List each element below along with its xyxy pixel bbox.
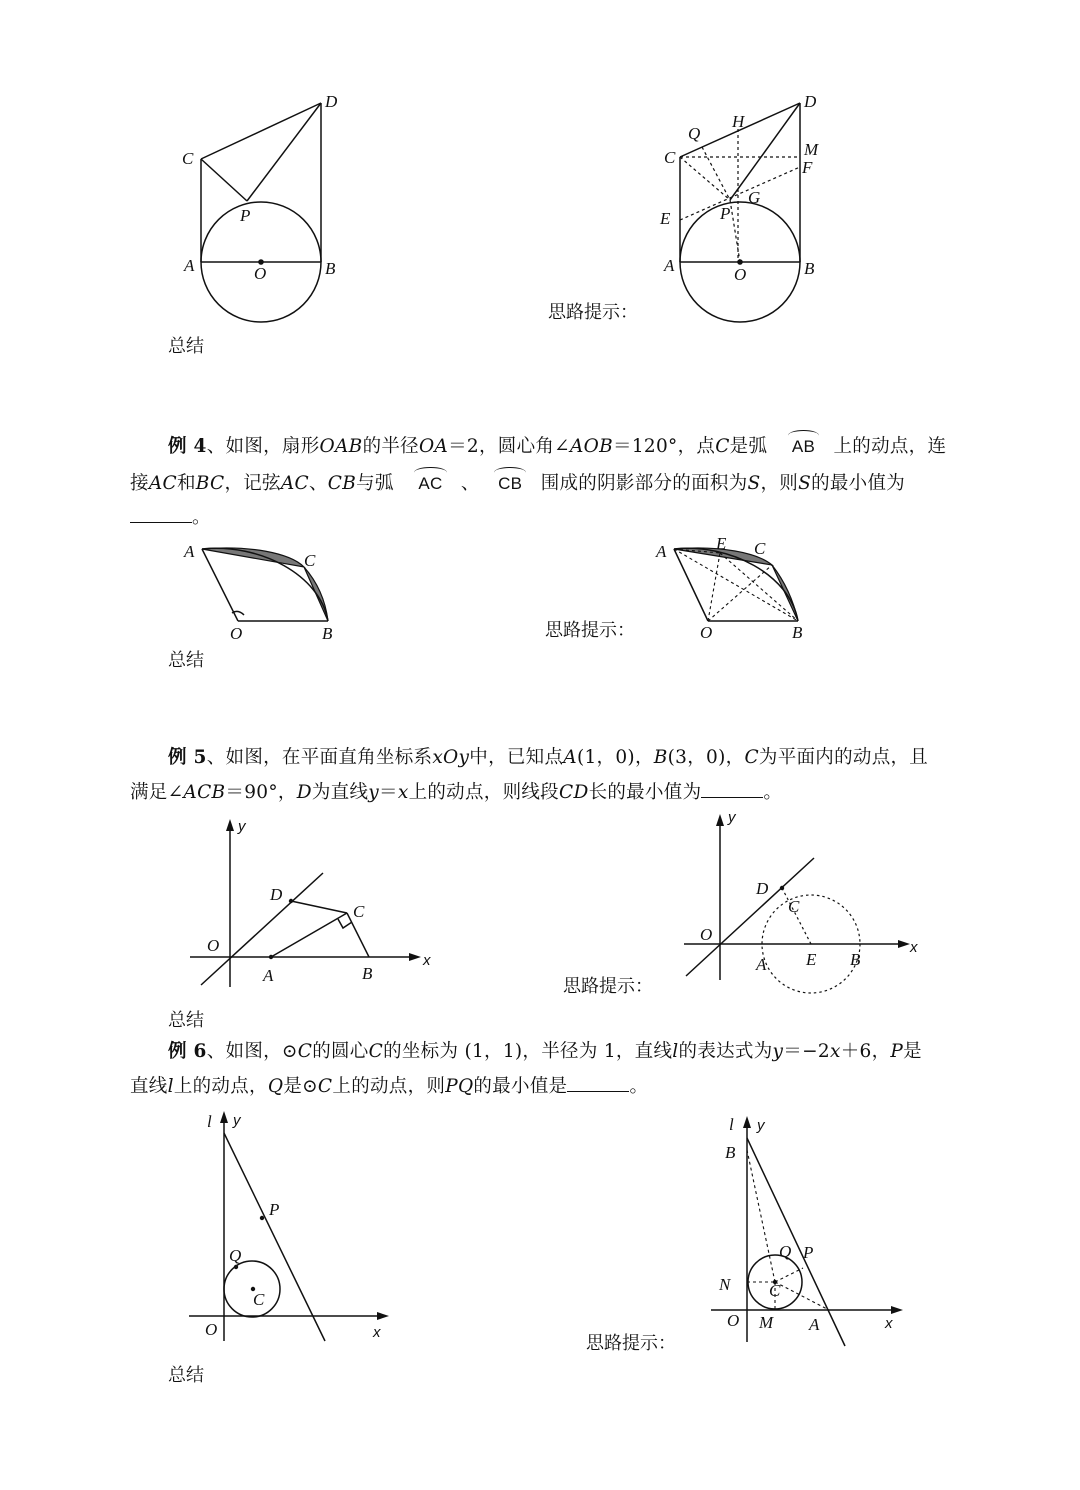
- hint-label-6: 思路提示：: [586, 1333, 676, 1354]
- axis-y: y: [238, 818, 246, 835]
- ex4-var: S: [747, 473, 761, 494]
- ex6-text: 的表达式为: [678, 1041, 773, 1062]
- label-D: D: [325, 92, 338, 111]
- label-G: G: [748, 188, 761, 207]
- label-A: A: [656, 542, 667, 561]
- ex5-var: A: [563, 747, 577, 768]
- ex4-text: 、: [460, 473, 480, 494]
- ex6-text: 是: [903, 1041, 922, 1062]
- label-Q: Q: [688, 124, 701, 143]
- ex4-text: 、如图，扇形: [206, 436, 320, 457]
- ex6-text: 直线: [130, 1076, 168, 1097]
- label-D: D: [804, 92, 817, 111]
- label-F: F: [802, 158, 813, 177]
- label-C: C: [769, 1281, 781, 1300]
- ex5-text: 中，已知点: [469, 747, 564, 768]
- ex6-text: 的最小值是: [473, 1076, 568, 1097]
- ex6-text: 是⊙: [283, 1076, 318, 1097]
- ex4-var: C: [715, 436, 730, 457]
- ex6-var: C: [368, 1041, 384, 1062]
- arc-AC: AC: [412, 475, 448, 492]
- label-H: H: [732, 112, 745, 131]
- label-l: l: [729, 1115, 734, 1134]
- label-O: O: [700, 623, 713, 642]
- ex6-var: P: [890, 1041, 904, 1062]
- ex4-text: 接: [130, 473, 149, 494]
- ex4-text: 上的动点，连: [833, 436, 947, 457]
- ex6-text: 的圆心: [312, 1041, 369, 1062]
- ex5-var: B: [653, 747, 668, 768]
- ex6-text: 、如图，⊙: [206, 1041, 298, 1062]
- figure-5-right: [680, 810, 930, 1000]
- ex4-text: 围成的阴影部分的面积为: [540, 473, 748, 494]
- label-P: P: [720, 204, 731, 223]
- label-O: O: [207, 936, 220, 955]
- ex5-text: (1，0)，: [576, 747, 654, 768]
- axis-y: y: [728, 809, 736, 826]
- label-C: C: [182, 149, 194, 168]
- ex5-title: 例 5: [168, 747, 207, 768]
- summary-label-3: 总结: [168, 336, 204, 357]
- ex4-text: 的最小值为: [811, 473, 906, 494]
- ex5-var: x: [397, 782, 409, 803]
- axis-x: x: [423, 952, 431, 969]
- ex4-var: OA: [418, 436, 449, 457]
- ex4-var: AC: [280, 473, 309, 494]
- figure-6-left: [185, 1105, 400, 1345]
- hint-label-4: 思路提示：: [545, 620, 635, 641]
- ex5-var: C: [744, 747, 759, 768]
- arc-AB: AB: [786, 438, 821, 455]
- label-Q: Q: [229, 1246, 242, 1265]
- label-D: D: [270, 885, 283, 904]
- ex4-text: 是弧: [729, 436, 768, 457]
- ex6-text: ＋6，: [840, 1041, 891, 1062]
- label-A: A: [263, 966, 274, 985]
- label-Q: Q: [779, 1242, 792, 1261]
- label-C: C: [788, 897, 800, 916]
- label-A: A: [756, 955, 767, 974]
- answer-blank[interactable]: [701, 783, 763, 798]
- label-N: N: [719, 1275, 731, 1294]
- figure-5-left: [185, 815, 445, 995]
- summary-label-5: 总结: [168, 1010, 204, 1031]
- label-D: D: [756, 879, 769, 898]
- ex4-line-2: [130, 475, 905, 494]
- label-C: C: [754, 539, 766, 558]
- ex4-text: ＝2，圆心角∠: [448, 436, 570, 457]
- axis-y: y: [757, 1117, 765, 1134]
- ex4-var: AC: [148, 473, 177, 494]
- ex5-text: 为平面内的动点，且: [758, 747, 929, 768]
- label-C: C: [304, 551, 316, 570]
- label-C: C: [664, 148, 676, 167]
- ex4-var: BC: [195, 473, 225, 494]
- label-M: M: [759, 1313, 774, 1332]
- label-O: O: [230, 624, 243, 643]
- label-B: B: [325, 259, 336, 278]
- axis-x: x: [373, 1324, 381, 1341]
- figure-3-right: [652, 85, 842, 330]
- label-A: A: [184, 256, 195, 275]
- label-A: A: [664, 256, 675, 275]
- ex5-text: ＝: [379, 782, 398, 803]
- label-B: B: [804, 259, 815, 278]
- label-O: O: [700, 925, 713, 944]
- label-B: B: [850, 950, 861, 969]
- ex4-text: 的半径: [362, 436, 419, 457]
- ex6-var: C: [297, 1041, 313, 1062]
- ex4-text: 。: [192, 507, 211, 528]
- label-B: B: [362, 964, 373, 983]
- axis-y: y: [233, 1112, 241, 1129]
- summary-label-6: 总结: [168, 1365, 204, 1386]
- ex4-text: 、: [308, 473, 328, 494]
- label-O: O: [205, 1320, 218, 1339]
- label-A: A: [184, 542, 195, 561]
- ex5-text: ＝90°，: [225, 782, 297, 803]
- label-O: O: [254, 264, 267, 283]
- ex5-var: ACB: [183, 782, 226, 803]
- label-B: B: [322, 624, 333, 643]
- ex6-var: x: [829, 1041, 841, 1062]
- figure-3-left: [170, 85, 350, 330]
- ex5-text: 满足∠: [130, 782, 184, 803]
- label-O: O: [727, 1311, 740, 1330]
- label-C: C: [253, 1290, 265, 1309]
- ex6-var: PQ: [445, 1076, 474, 1097]
- hint-label-5: 思路提示：: [563, 976, 653, 997]
- ex6-text: 。: [629, 1076, 649, 1097]
- axis-x: x: [910, 939, 918, 956]
- ex4-var: CB: [327, 473, 357, 494]
- label-l: l: [207, 1112, 212, 1131]
- ex6-var: C: [317, 1076, 333, 1097]
- label-M: M: [804, 140, 819, 159]
- ex5-var: CD: [558, 782, 589, 803]
- figure-6-right: [705, 1110, 915, 1350]
- label-E: E: [716, 534, 727, 553]
- ex6-title: 例 6: [168, 1041, 207, 1062]
- label-B: B: [725, 1143, 736, 1162]
- ex6-var: l: [672, 1041, 679, 1062]
- axis-x: x: [885, 1315, 893, 1332]
- ex4-text: 和: [176, 473, 196, 494]
- ex6-text: 上的动点，则: [332, 1076, 446, 1097]
- ex5-var: D: [296, 782, 312, 803]
- label-C: C: [353, 902, 365, 921]
- ex4-text: ，则: [760, 473, 799, 494]
- ex6-text: 的坐标为 (1，1)，半径为 1，直线: [383, 1041, 673, 1062]
- ex4-title: 例 4: [168, 436, 207, 457]
- ex5-text: (3，0)，: [667, 747, 745, 768]
- ex4-text: ＝120°，点: [613, 436, 716, 457]
- label-P: P: [269, 1200, 280, 1219]
- label-P: P: [803, 1243, 814, 1262]
- ex4-text: ，记弦: [224, 473, 281, 494]
- ex5-var: xOy: [432, 747, 470, 768]
- ex5-line-1: [168, 749, 928, 768]
- answer-blank[interactable]: [130, 508, 192, 523]
- ex6-text: ＝−2: [783, 1041, 830, 1062]
- ex4-var: AOB: [569, 436, 614, 457]
- label-P: P: [240, 206, 251, 225]
- ex4-var: OAB: [319, 436, 363, 457]
- label-A: A: [809, 1315, 820, 1334]
- answer-blank[interactable]: [567, 1077, 629, 1092]
- ex5-text: 、如图，在平面直角坐标系: [206, 747, 433, 768]
- ex5-line-2: [130, 783, 782, 803]
- ex6-line-1: [168, 1043, 922, 1062]
- ex5-text: 长的最小值为: [588, 782, 702, 803]
- ex6-var: l: [167, 1076, 174, 1097]
- arc-CB: CB: [492, 475, 528, 492]
- ex6-line-2: [130, 1077, 648, 1097]
- ex5-text: 上的动点，则线段: [408, 782, 559, 803]
- ex4-line-3: [130, 508, 211, 528]
- ex5-text: 为直线: [311, 782, 369, 803]
- ex5-var: y: [368, 782, 380, 803]
- hint-label-3: 思路提示：: [548, 302, 638, 323]
- ex6-var: y: [772, 1041, 784, 1062]
- ex4-line-1: [168, 438, 946, 457]
- label-E: E: [806, 950, 817, 969]
- ex5-text: 。: [763, 782, 783, 803]
- ex6-text: 上的动点，: [173, 1076, 268, 1097]
- summary-label-4: 总结: [168, 650, 204, 671]
- ex6-var: Q: [267, 1076, 284, 1097]
- ex4-var: S: [798, 473, 812, 494]
- figure-4-right: [650, 535, 820, 645]
- label-O: O: [734, 265, 747, 284]
- figure-4-left: [180, 535, 350, 645]
- ex4-text: 与弧: [356, 473, 394, 494]
- label-E: E: [660, 209, 671, 228]
- label-B: B: [792, 623, 803, 642]
